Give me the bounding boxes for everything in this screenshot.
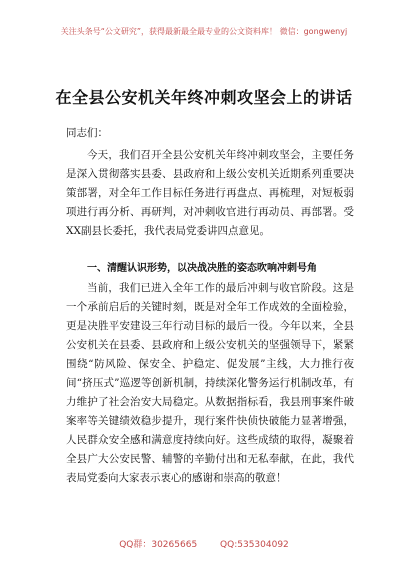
section-heading-1: 一、清醒认识形势，以决战决胜的姿态吹响冲刺号角 xyxy=(87,263,317,274)
footer-qq-group: QQ群：30265665 xyxy=(119,540,198,550)
footer-contact xyxy=(0,537,408,550)
footer-qq: QQ:535304092 xyxy=(220,540,289,550)
document-title: 在全县公安机关年终冲刺攻坚会上的讲话 xyxy=(55,88,353,107)
header-promo-note: 关注头条号“公文研究”，获得最新最全最专业的公文资料库！ 微信：gongwenyj xyxy=(60,27,348,36)
paragraph-section-1: 当前，我们已进入全年工作的最后冲刺与收官阶段。这是一个承前启后的关键时刻，既是对全年工作成效的全面检验，更是决胜平安建设三年行动目标的最后一役。今年以来，全县公安机关在县委、县政府和上级公安机关的坚强领导下，紧紧围绕“防风险、保安全、护稳定、促发展”主线，大力推行夜间“挤压式”巡逻等创新机制，持续深化警务运行机制改革，有力维护了社会治安大局稳定。从数据指标看，我县刑事案件破案率等关键绩效稳步提升，现行案件快侦快破能力显著增强，人民群众安全感和满意度持续向好。这些成绩的取得，凝聚着全县广大公安民警、辅警的辛勤付出和无私奉献，在此，我代表局党委向大家表示衷心的感谢和崇高的敬意！ xyxy=(66,282,354,484)
salutation: 同志们： xyxy=(66,127,108,139)
paragraph-intro: 今天，我们召开全县公安机关年终冲刺攻坚会，主要任务是深入贯彻落实县委、县政府和上级公安机关近期系列重要决策部署，对全年工作目标任务进行再盘点、再梳理，对短板弱项进行再分析、再研判，对冲刺收官进行再动员、再部署。受XX副县长委托，我代表局党委讲四点意见。 xyxy=(66,149,354,237)
